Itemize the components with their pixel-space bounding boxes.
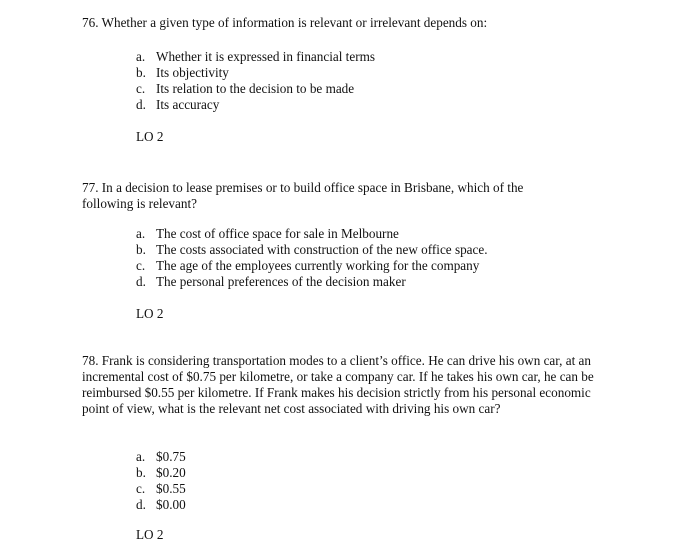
learning-objective-77: LO 2	[136, 306, 164, 321]
option-76-b: b. Its objectivity	[136, 65, 229, 80]
option-76-c: c. Its relation to the decision to be made	[136, 81, 355, 96]
option-76-a: a. Whether it is expressed in financial terms	[136, 49, 375, 64]
question-76-stem: 76. Whether a given type of information is relevant or irrelevant depends on:	[82, 15, 488, 30]
option-78-d: d. $0.00	[136, 497, 186, 512]
option-77-d: d. The personal preferences of the decision maker	[136, 274, 406, 289]
question-76-options	[136, 49, 375, 113]
learning-objective-76: LO 2	[136, 129, 164, 144]
question-77-options	[136, 226, 488, 290]
option-78-b: b. $0.20	[136, 465, 186, 480]
option-77-c: c. The age of the employees currently working for the company	[136, 258, 480, 273]
question-78-options	[136, 449, 186, 513]
option-77-a: a. The cost of office space for sale in Melbourne	[136, 226, 399, 241]
question-77-stem: 77. In a decision to lease premises or to build office space in Brisbane, which of the following is relevant?	[82, 180, 524, 211]
option-78-a: a. $0.75	[136, 449, 186, 464]
option-78-c: c. $0.55	[136, 481, 186, 496]
option-76-d: d. Its accuracy	[136, 97, 220, 112]
option-77-b: b. The costs associated with construction of the new office space.	[136, 242, 488, 257]
question-78-stem: 78. Frank is considering transportation modes to a client’s office. He can drive his own car, at an incremental cost of $0.75 per kilometre, or take a company car. If he takes his own car, he can be reimbursed $0.55 per kilometre. If Frank makes his decision strictly from his personal economic point of view, what is the relevant net cost associated with driving his own car?	[82, 353, 594, 416]
learning-objective-78: LO 2	[136, 527, 164, 542]
